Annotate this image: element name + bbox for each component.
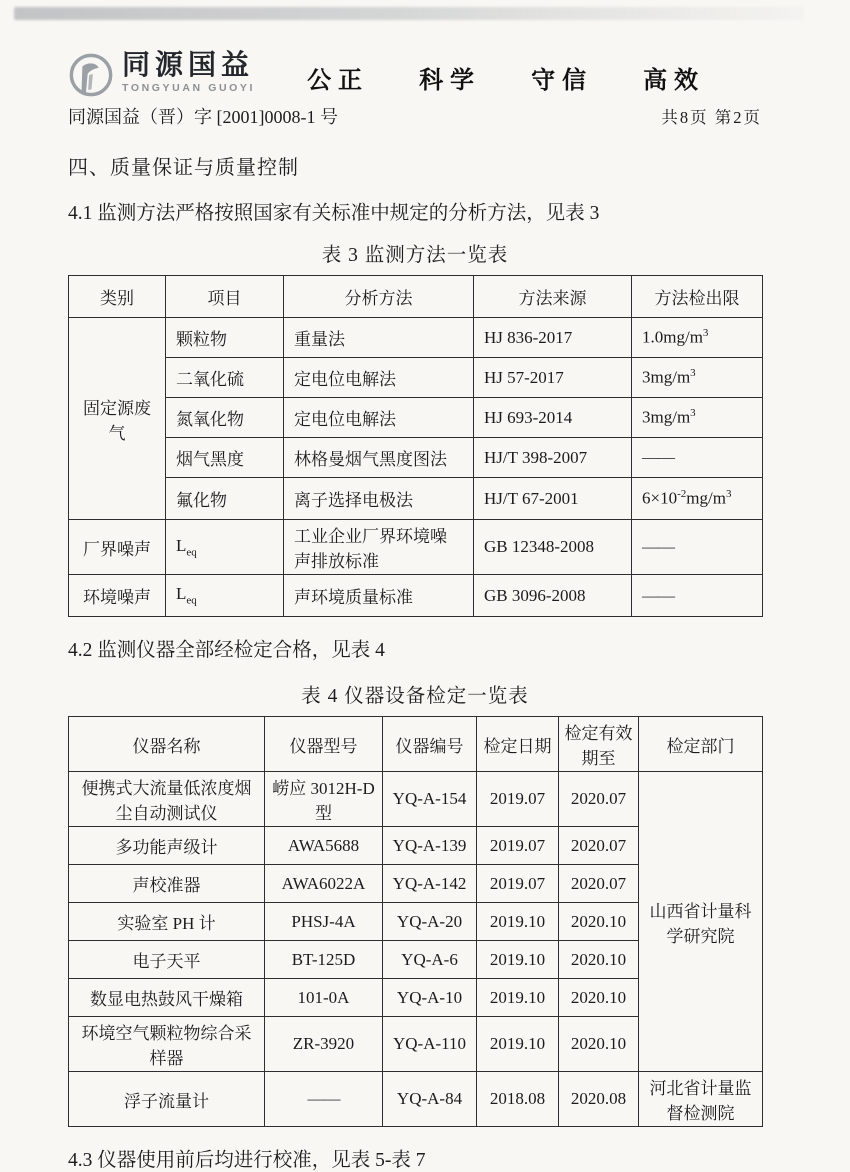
cell-serial: YQ-A-84 <box>383 1072 477 1127</box>
cell-valid-until: 2020.10 <box>559 979 639 1017</box>
cell-instrument-name: 声校准器 <box>69 865 265 903</box>
col-header-model: 仪器型号 <box>265 717 383 772</box>
col-header-serial: 仪器编号 <box>383 717 477 772</box>
table-row <box>69 1072 763 1127</box>
cell-model: —— <box>265 1072 383 1127</box>
slogan-word: 守信 <box>531 68 594 94</box>
cell-verify-date: 2019.10 <box>477 1017 559 1072</box>
cell-instrument-name: 便携式大流量低浓度烟尘自动测试仪 <box>69 772 265 827</box>
slogan-word: 公正 <box>307 68 370 94</box>
cell-verify-date: 2019.07 <box>477 772 559 827</box>
scan-artifact-top <box>14 7 804 20</box>
brand-text <box>122 50 255 94</box>
monitoring-methods-table <box>68 275 763 617</box>
cell-gas-category: 固定源废气 <box>69 318 166 520</box>
cell-limit: —— <box>632 438 763 478</box>
document-number-line <box>68 103 762 129</box>
cell-category: 厂界噪声 <box>69 520 166 575</box>
cell-verify-dept: 河北省计量监督检测院 <box>639 1072 763 1127</box>
cell-serial: YQ-A-20 <box>383 903 477 941</box>
cell-limit: —— <box>632 575 763 617</box>
table3-title: 表 3 监测方法一览表 <box>321 245 509 266</box>
cell-instrument-name: 多功能声级计 <box>69 827 265 865</box>
cell-valid-until: 2020.07 <box>559 772 639 827</box>
company-logo <box>68 50 255 98</box>
col-header-instrument-name: 仪器名称 <box>69 717 265 772</box>
paragraph-4-3: 4.3 仪器使用前后均进行校准，见表 5-表 7 <box>68 1150 426 1171</box>
page-indicator: 共8页 第2页 <box>661 108 762 127</box>
cell-serial: YQ-A-142 <box>383 865 477 903</box>
cell-model: BT-125D <box>265 941 383 979</box>
col-header-method: 分析方法 <box>284 276 474 318</box>
cell-method: 重量法 <box>284 318 474 358</box>
brand-name-en: TONGYUAN GUOYI <box>122 81 256 94</box>
cell-item: 氮氧化物 <box>166 398 284 438</box>
table-row <box>69 398 763 438</box>
cell-source: HJ 693-2014 <box>474 398 632 438</box>
brand-name-cn: 同源国益 <box>122 49 255 80</box>
table-row <box>69 358 763 398</box>
cell-method: 定电位电解法 <box>284 398 474 438</box>
cell-instrument-name: 数显电热鼓风干燥箱 <box>69 979 265 1017</box>
table-row <box>69 438 763 478</box>
cell-model: ZR-3920 <box>265 1017 383 1072</box>
cell-serial: YQ-A-139 <box>383 827 477 865</box>
cell-method: 工业企业厂界环境噪声排放标准 <box>284 520 474 575</box>
cell-item: $L_{eq}$ <box>166 520 284 575</box>
cell-valid-until: 2020.10 <box>559 941 639 979</box>
cell-source: GB 12348-2008 <box>474 520 632 575</box>
cell-limit: $6\times 10^{-2}mg/m^3$ <box>632 478 763 520</box>
cell-item: 烟气黑度 <box>166 438 284 478</box>
cell-instrument-name: 实验室 PH 计 <box>69 903 265 941</box>
table-row <box>69 772 763 827</box>
table-row <box>69 520 763 575</box>
col-header-valid-until: 检定有效期至 <box>559 717 639 772</box>
cell-limit: $3mg/m^3$ <box>632 358 763 398</box>
slogan-word: 高效 <box>643 68 706 94</box>
cell-source: HJ/T 67-2001 <box>474 478 632 520</box>
cell-limit: $1.0mg/m^3$ <box>632 318 763 358</box>
cell-category: 环境噪声 <box>69 575 166 617</box>
cell-item: 二氧化硫 <box>166 358 284 398</box>
cell-verify-date: 2019.10 <box>477 903 559 941</box>
cell-instrument-name: 电子天平 <box>69 941 265 979</box>
cell-model: AWA5688 <box>265 827 383 865</box>
cell-valid-until: 2020.07 <box>559 827 639 865</box>
cell-method: 林格曼烟气黑度图法 <box>284 438 474 478</box>
section-heading: 四、质量保证与质量控制 <box>68 157 299 179</box>
cell-source: HJ 57-2017 <box>474 358 632 398</box>
cell-model: AWA6022A <box>265 865 383 903</box>
cell-instrument-name: 浮子流量计 <box>69 1072 265 1127</box>
cell-source: HJ 836-2017 <box>474 318 632 358</box>
cell-verify-date: 2019.10 <box>477 941 559 979</box>
cell-serial: YQ-A-154 <box>383 772 477 827</box>
table-header-row <box>69 717 763 772</box>
col-header-source: 方法来源 <box>474 276 632 318</box>
cell-serial: YQ-A-6 <box>383 941 477 979</box>
cell-model: 崂应 3012H-D 型 <box>265 772 383 827</box>
cell-model: PHSJ-4A <box>265 903 383 941</box>
cell-instrument-name: 环境空气颗粒物综合采样器 <box>69 1017 265 1072</box>
table-row <box>69 478 763 520</box>
cell-method: 离子选择电极法 <box>284 478 474 520</box>
cell-item: 氟化物 <box>166 478 284 520</box>
document-number: 同源国益（晋）字 [2001]0008-1 号 <box>68 107 338 127</box>
cell-limit: —— <box>632 520 763 575</box>
cell-item: $L_{eq}$ <box>166 575 284 617</box>
paragraph-4-1: 4.1 监测方法严格按照国家有关标准中规定的分析方法，见表 3 <box>68 203 600 224</box>
table4-title: 表 4 仪器设备检定一览表 <box>301 686 529 707</box>
cell-method: 声环境质量标准 <box>284 575 474 617</box>
cell-valid-until: 2020.07 <box>559 865 639 903</box>
table-row <box>69 575 763 617</box>
cell-source: HJ/T 398-2007 <box>474 438 632 478</box>
cell-verify-date: 2019.07 <box>477 827 559 865</box>
cell-model: 101-0A <box>265 979 383 1017</box>
paragraph-4-2: 4.2 监测仪器全部经检定合格，见表 4 <box>68 640 385 661</box>
instrument-verification-table <box>68 716 763 1127</box>
slogan-word: 科学 <box>419 68 482 94</box>
cell-verify-date: 2018.08 <box>477 1072 559 1127</box>
cell-method: 定电位电解法 <box>284 358 474 398</box>
col-header-limit: 方法检出限 <box>632 276 763 318</box>
cell-source: GB 3096-2008 <box>474 575 632 617</box>
table-row <box>69 318 763 358</box>
cell-valid-until: 2020.10 <box>559 1017 639 1072</box>
col-header-item: 项目 <box>166 276 284 318</box>
cell-serial: YQ-A-10 <box>383 979 477 1017</box>
cell-valid-until: 2020.10 <box>559 903 639 941</box>
cell-verify-date: 2019.07 <box>477 865 559 903</box>
report-header <box>68 50 762 98</box>
col-header-category: 类别 <box>69 276 166 318</box>
cell-valid-until: 2020.08 <box>559 1072 639 1127</box>
table-header-row <box>69 276 763 318</box>
col-header-verify-dept: 检定部门 <box>639 717 763 772</box>
company-slogan <box>307 60 705 95</box>
cell-verify-dept: 山西省计量科学研究院 <box>639 772 763 1072</box>
cell-item: 颗粒物 <box>166 318 284 358</box>
cell-verify-date: 2019.10 <box>477 979 559 1017</box>
brand-emblem-icon <box>68 52 114 98</box>
cell-serial: YQ-A-110 <box>383 1017 477 1072</box>
col-header-verify-date: 检定日期 <box>477 717 559 772</box>
cell-limit: $3mg/m^3$ <box>632 398 763 438</box>
